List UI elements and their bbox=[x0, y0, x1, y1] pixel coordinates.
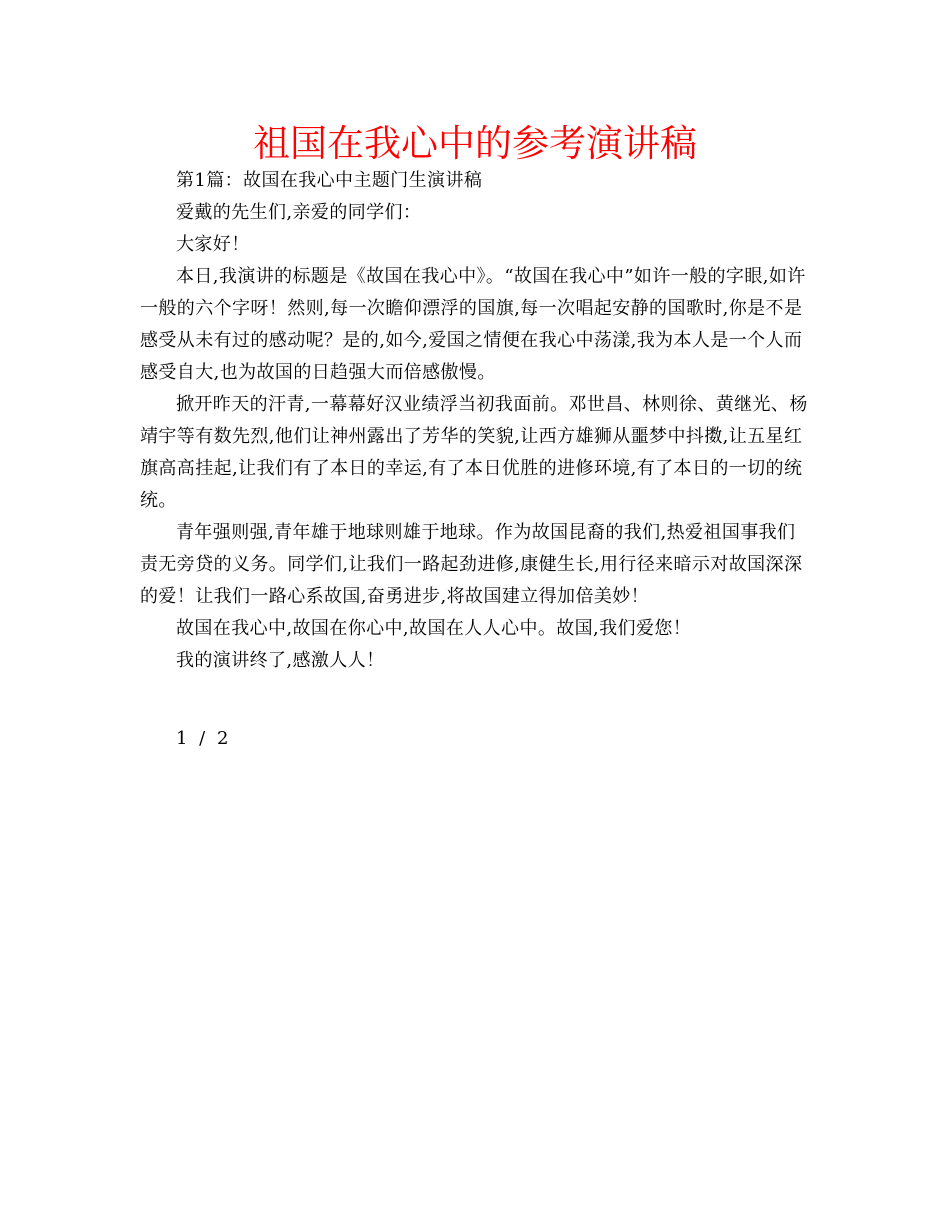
paragraph-history: 掀开昨天的汗青,一幕幕好汉业绩浮当初我面前。邓世昌、林则徐、黄继光、杨靖宇等有数先烈,他们让神州露出了芳华的笑貌,让西方雄狮从噩梦中抖擞,让五星红旗高高挂起,让我们有了本日的幸运,有了本日优胜的进修环境,有了本日的一切的统统。 bbox=[140, 394, 808, 511]
paragraph-closing-line: 故国在我心中,故国在你心中,故国在人人心中。故国,我们爱您！ bbox=[176, 618, 692, 639]
document-body bbox=[140, 165, 810, 677]
paragraph-youth: 青年强则强,青年雄于地球则雄于地球。作为故国昆裔的我们,热爱祖国事我们责无旁贷的义务。同学们,让我们一路起劲进修,康健生长,用行径来暗示对故国深深的爱！让我们一路心系故国,奋勇进步,将故国建立得加倍美妙！ bbox=[140, 522, 803, 607]
paragraph-salutation: 爱戴的先生们,亲爱的同学们： bbox=[176, 202, 422, 223]
paragraph-greeting: 大家好！ bbox=[176, 234, 250, 255]
page-number: 1 / 2 bbox=[176, 728, 232, 749]
paragraph-introduction: 本日,我演讲的标题是《故国在我心中》。“故国在我心中”如许一般的字眼,如许一般的六个字呀！然则,每一次瞻仰漂浮的国旗,每一次唱起安静的国歌时,你是不是感受从未有过的感动呢？是的,如今,爱国之情便在我心中荡漾,我为本人是一个人而感受自大,也为故国的日趋强大而倍感傲慢。 bbox=[140, 266, 806, 383]
document-title: 祖国在我心中的参考演讲稿 bbox=[253, 122, 697, 165]
paragraph-chapter-heading: 第1篇：故国在我心中主题门生演讲稿 bbox=[176, 170, 483, 191]
paragraph-thanks: 我的演讲终了,感激人人！ bbox=[176, 650, 385, 671]
